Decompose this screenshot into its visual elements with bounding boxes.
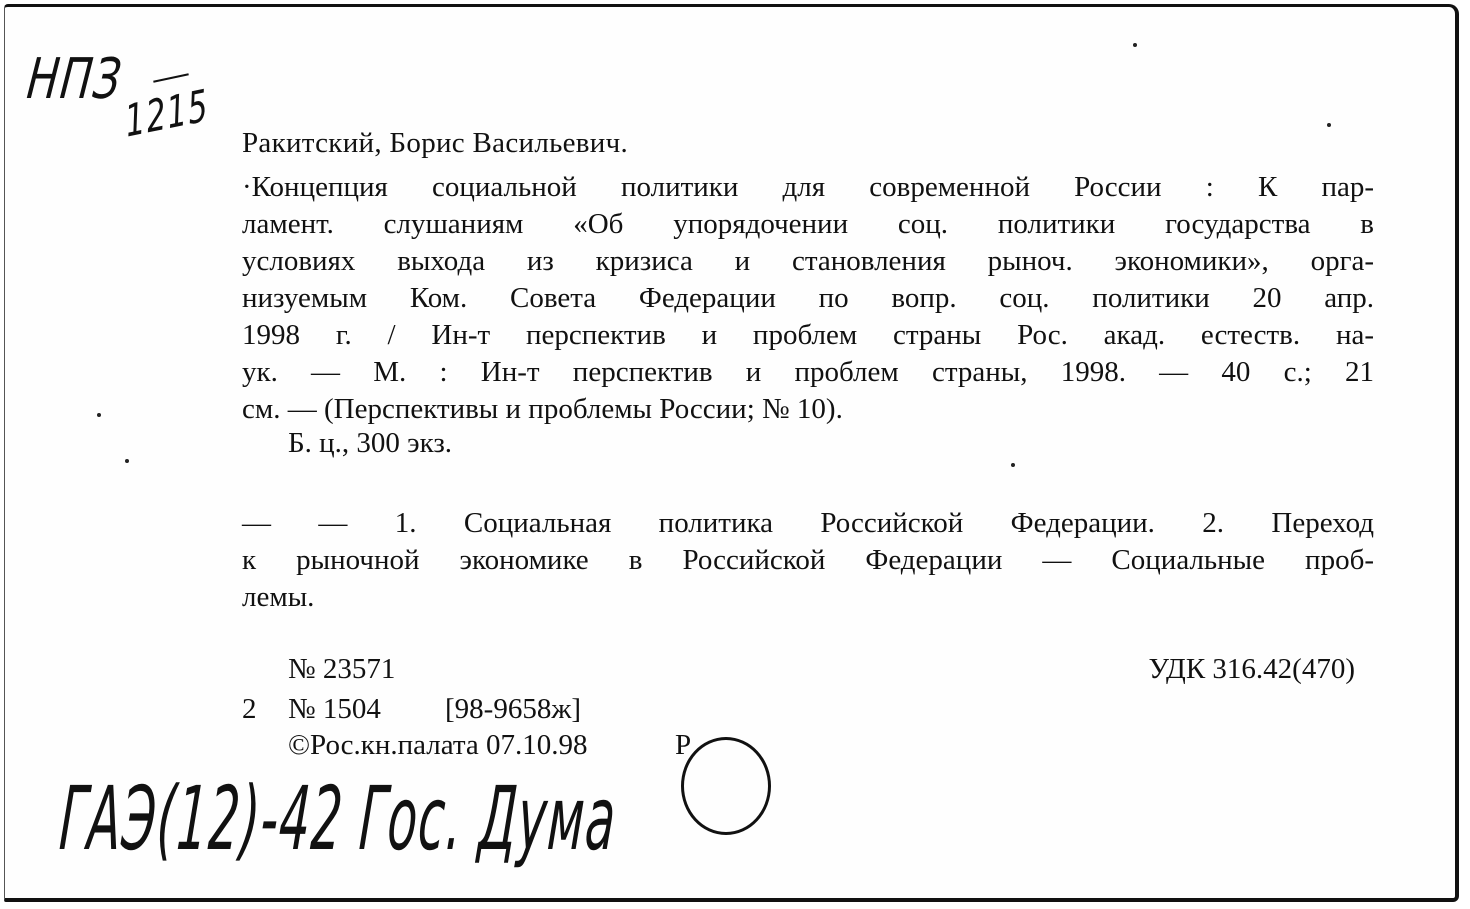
speck xyxy=(1327,123,1331,127)
speck xyxy=(97,413,101,417)
description-line: ук. — М. : Ин-т перспектив и проблем страны, 1998. — 40 с.; 21 xyxy=(242,356,1374,388)
description-line: см. — (Перспективы и проблемы России; № 10). xyxy=(242,393,843,425)
shelf-mark-number: 1215 xyxy=(123,80,212,148)
card-number: № 1504 xyxy=(288,693,381,725)
udk-code: УДК 316.42(470) xyxy=(1148,653,1355,685)
description-line: ·Концепция социальной политики для современной России : К пар- xyxy=(242,171,1374,203)
shelf-mark-divider xyxy=(153,73,189,82)
description-line: ламент. слушаниям «Об упорядочении соц. политики государства в xyxy=(242,208,1374,240)
description-line: низуемым Ком. Совета Федерации по вопр. соц. политики 20 апр. xyxy=(242,282,1374,314)
circle-mark xyxy=(681,737,771,835)
author-heading: Ракитский, Борис Васильевич. xyxy=(242,127,629,159)
description-line: условиях выхода из кризиса и становления рыноч. экономики», орга- xyxy=(242,245,1374,277)
speck xyxy=(125,459,129,463)
stamp-fragment: Р xyxy=(675,729,692,761)
subject-headings xyxy=(242,505,1374,616)
speck xyxy=(1133,43,1137,47)
price-and-circulation: Б. ц., 300 экз. xyxy=(288,427,453,459)
catalog-card xyxy=(4,4,1459,902)
handwritten-location-note: ГАЭ(12)-42 Гос. Дума xyxy=(57,767,620,870)
bibliographic-description xyxy=(242,169,1374,428)
description-line: 1998 г. / Ин-т перспектив и проблем страны Рос. акад. естеств. на- xyxy=(242,319,1374,351)
subject-line: — — 1. Социальная политика Российской Федерации. 2. Переход xyxy=(242,507,1374,539)
book-chamber-stamp: ©Рос.кн.палата 07.10.98 xyxy=(288,729,588,761)
speck xyxy=(1011,463,1015,467)
shelf-mark-handwritten: НПЗ xyxy=(24,47,126,112)
copy-count: 2 xyxy=(242,693,257,725)
subject-line: лемы. xyxy=(242,581,315,613)
registration-number: № 23571 xyxy=(288,653,396,685)
subject-line: к рыночной экономике в Российской Федерации — Социальные проб- xyxy=(242,544,1374,576)
chamber-code: [98-9658ж] xyxy=(445,693,582,725)
